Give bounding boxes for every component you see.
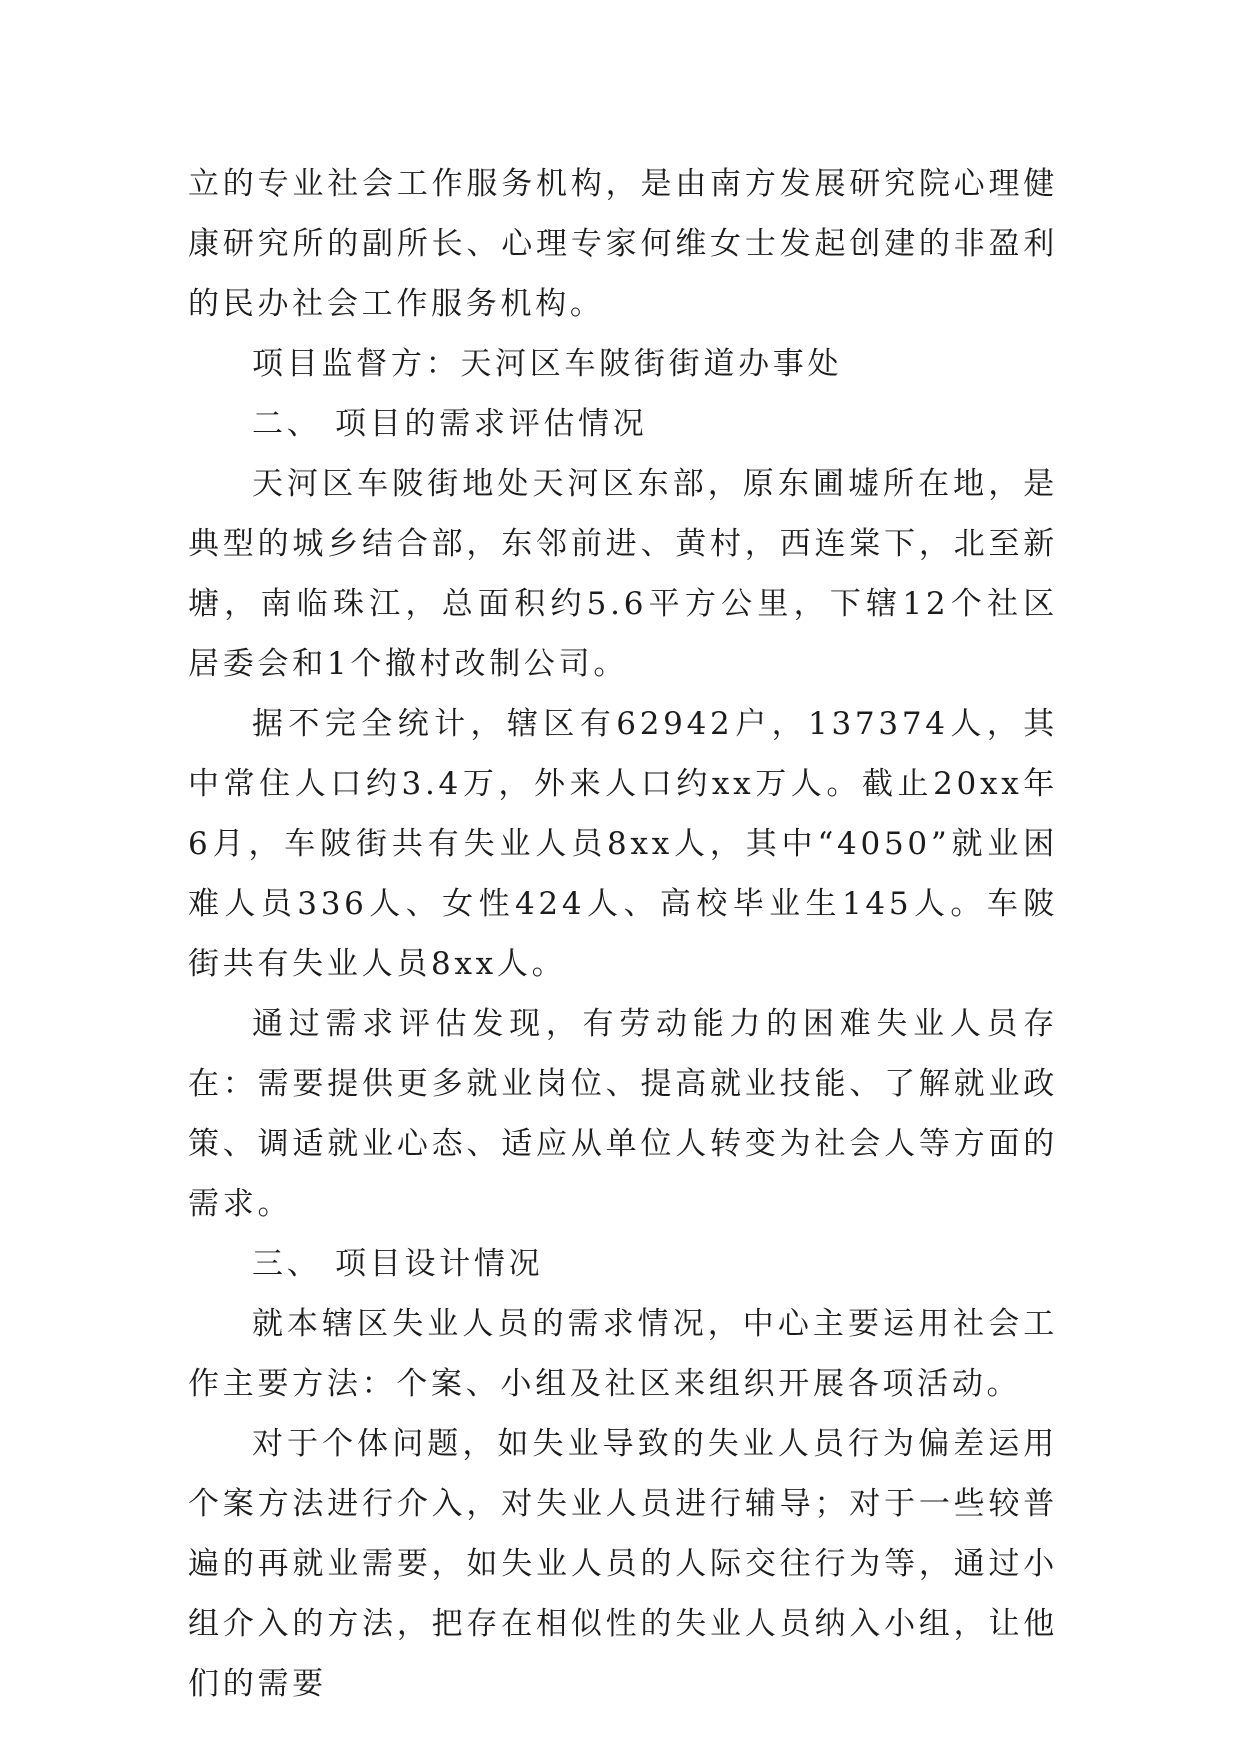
section-heading-needs-assessment: 二、 项目的需求评估情况 (252, 406, 648, 442)
document-body (188, 154, 1058, 1714)
section-heading-project-design: 三、 项目设计情况 (252, 1246, 544, 1282)
paragraph-intervention: 对于个体问题，如失业导致的失业人员行为偏差运用个案方法进行介入，对失业人员进行辅导；对于一些较普遍的再就业需要，如失业人员的人际交往行为等，通过小组介入的方法，把存在相似性的失业人员纳入小组，让他们的需要 (188, 1426, 1058, 1702)
paragraph-methods: 就本辖区失业人员的需求情况，中心主要运用社会工作主要方法：个案、小组及社区来组织开展各项活动。 (188, 1306, 1058, 1402)
paragraph-continuation-org-intro: 立的专业社会工作服务机构，是由南方发展研究院心理健康研究所的副所长、心理专家何维女士发起创建的非盈利的民办社会工作服务机构。 (188, 166, 1058, 322)
paragraph-statistics: 据不完全统计，辖区有62942户，137374人，其中常住人口约3.4万，外来人口约xx万人。截止20xx年6月，车陂街共有失业人员8xx人，其中“4050”就业困难人员336人、女性424人、高校毕业生145人。车陂街共有失业人员8xx人。 (188, 706, 1058, 982)
paragraph-assessment-findings: 通过需求评估发现，有劳动能力的困难失业人员存在：需要提供更多就业岗位、提高就业技能、了解就业政策、调适就业心态、适应从单位人转变为社会人等方面的需求。 (188, 1006, 1058, 1222)
paragraph-area-overview: 天河区车陂街地处天河区东部，原东圃墟所在地，是典型的城乡结合部，东邻前进、黄村，西连棠下，北至新塘，南临珠江，总面积约5.6平方公里，下辖12个社区居委会和1个撤村改制公司。 (188, 466, 1058, 682)
paragraph-supervisor: 项目监督方：天河区车陂街街道办事处 (252, 346, 843, 382)
